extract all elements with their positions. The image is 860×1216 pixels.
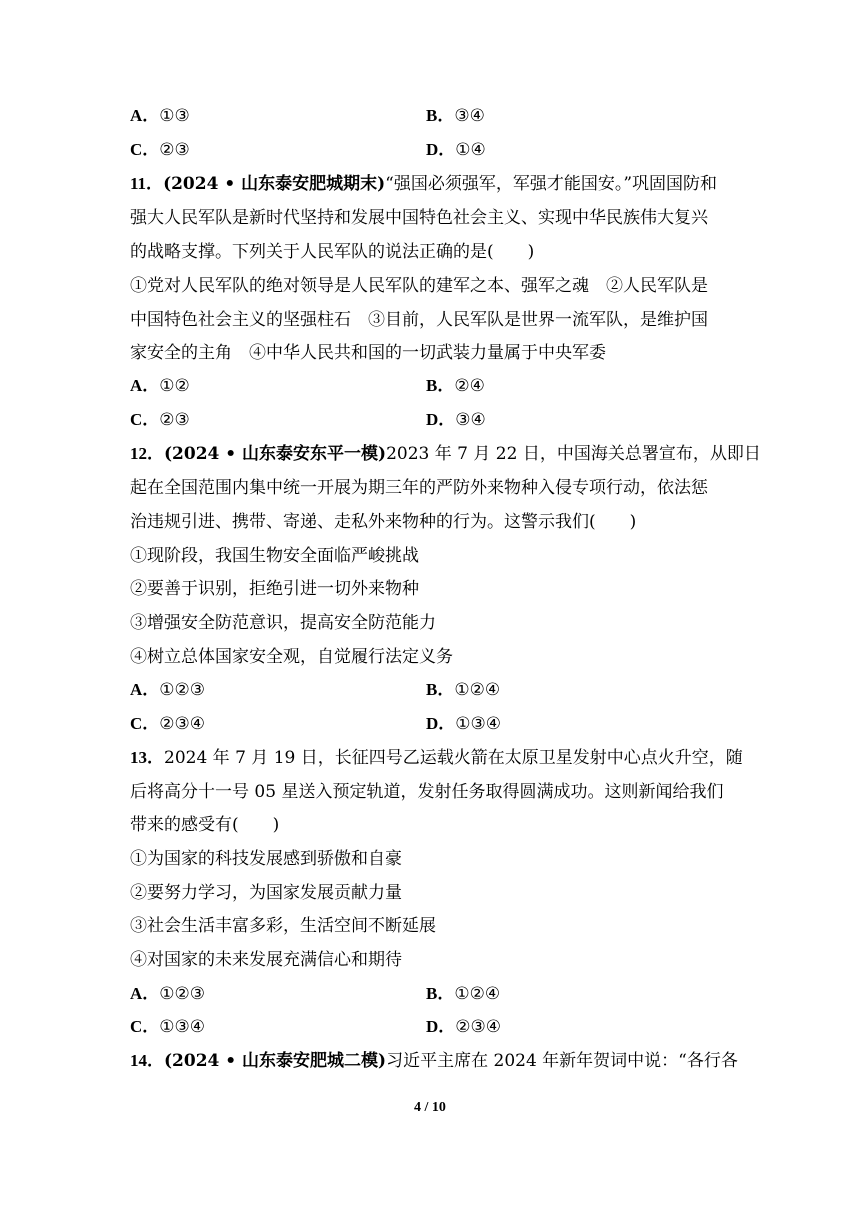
q13-item-1: ①为国家的科技发展感到骄傲和自豪 xyxy=(130,849,402,869)
option-text: ③④ xyxy=(455,410,486,430)
q11-stem-line-2: 强大人民军队是新时代坚持和发展中国特色社会主义、实现中华民族伟大复兴 xyxy=(130,208,708,228)
q14-stem-line-1 xyxy=(130,1050,740,1072)
q12-stem-line-1 xyxy=(130,443,761,465)
option-text: ①② xyxy=(159,376,190,396)
q12-item-1: ①现阶段，我国生物安全面临严峻挑战 xyxy=(130,546,419,566)
q10-option-c[interactable] xyxy=(130,139,190,161)
option-letter: D． xyxy=(426,1017,456,1036)
q11-option-a[interactable] xyxy=(130,375,190,397)
option-letter: A． xyxy=(130,376,160,395)
option-letter: C． xyxy=(130,1017,160,1036)
q11-options-row-2 xyxy=(130,409,740,431)
option-text: ①②③ xyxy=(159,984,206,1004)
option-letter: B． xyxy=(426,680,455,699)
option-text: ①②④ xyxy=(454,680,501,700)
question-text: “强国必须强军，军强才能国安。”巩固国防和 xyxy=(385,174,718,194)
q12-option-d[interactable] xyxy=(426,713,501,735)
q12-option-c[interactable] xyxy=(130,713,205,735)
option-text: ②③ xyxy=(159,140,190,160)
option-letter: C． xyxy=(130,140,160,159)
option-text: ①④ xyxy=(455,140,486,160)
question-number: 11． xyxy=(130,174,164,193)
q10-option-d[interactable] xyxy=(426,139,486,161)
q13-item-3: ③社会生活丰富多彩，生活空间不断延展 xyxy=(130,916,436,936)
q11-statement-line-3: 家安全的主角 ④中华人民共和国的一切武装力量属于中央军委 xyxy=(130,343,606,363)
question-source: (2024 • 山东泰安肥城二模) xyxy=(164,1051,387,1071)
option-text: ②③④ xyxy=(455,1017,502,1037)
option-text: ①③ xyxy=(159,106,190,126)
page-number: 4 / 10 xyxy=(414,1100,446,1115)
option-letter: B． xyxy=(426,106,455,125)
option-letter: B． xyxy=(426,984,455,1003)
q10-options-row-2 xyxy=(130,139,740,161)
q10-option-a[interactable] xyxy=(130,105,190,127)
q13-option-a[interactable] xyxy=(130,983,205,1005)
q13-option-d[interactable] xyxy=(426,1016,501,1038)
q12-stem-line-2: 起在全国范围内集中统一开展为期三年的严防外来物种入侵专项行动，依法惩 xyxy=(130,478,708,498)
q13-options-row-2 xyxy=(130,1016,740,1038)
q13-option-c[interactable] xyxy=(130,1016,205,1038)
option-text: ①②③ xyxy=(159,680,206,700)
option-letter: A． xyxy=(130,106,160,125)
question-text: 习近平主席在 2024 年新年贺词中说：“各行各 xyxy=(386,1051,738,1071)
option-letter: B． xyxy=(426,376,455,395)
option-text: ②③④ xyxy=(159,714,206,734)
q12-item-2: ②要善于识别，拒绝引进一切外来物种 xyxy=(130,579,419,599)
q13-options-row-1 xyxy=(130,983,740,1005)
q11-option-d[interactable] xyxy=(426,409,486,431)
q11-stem-line-1 xyxy=(130,173,740,195)
q11-option-b[interactable] xyxy=(426,375,485,397)
q12-stem-line-3: 治违规引进、携带、寄递、走私外来物种的行为。这警示我们( ) xyxy=(130,512,637,532)
q13-option-b[interactable] xyxy=(426,983,500,1005)
option-letter: D． xyxy=(426,714,456,733)
q12-options-row-2 xyxy=(130,713,740,735)
q11-option-c[interactable] xyxy=(130,409,190,431)
q11-statement-line-1: ①党对人民军队的绝对领导是人民军队的建军之本、强军之魂 ②人民军队是 xyxy=(130,276,708,296)
q11-statement-line-2: 中国特色社会主义的坚强柱石 ③目前，人民军队是世界一流军队，是维护国 xyxy=(130,310,708,330)
option-letter: C． xyxy=(130,410,160,429)
option-letter: D． xyxy=(426,140,456,159)
question-text: 2023 年 7 月 22 日，中国海关总署宣布，从即日 xyxy=(386,444,761,464)
q13-stem-line-3: 带来的感受有( ) xyxy=(130,815,280,835)
q13-stem-line-1 xyxy=(130,747,743,769)
q10-option-b[interactable] xyxy=(426,105,485,127)
question-number: 13． xyxy=(130,748,164,767)
question-number: 12． xyxy=(130,444,164,463)
option-letter: C． xyxy=(130,714,160,733)
option-text: ③④ xyxy=(454,106,485,126)
q13-item-4: ④对国家的未来发展充满信心和期待 xyxy=(130,950,402,970)
option-text: ②③ xyxy=(159,410,190,430)
question-text: 2024 年 7 月 19 日，长征四号乙运载火箭在太原卫星发射中心点火升空，随 xyxy=(164,748,743,768)
q12-option-b[interactable] xyxy=(426,679,500,701)
q13-stem-line-2: 后将高分十一号 05 星送入预定轨道，发射任务取得圆满成功。这则新闻给我们 xyxy=(130,782,724,802)
option-text: ①③④ xyxy=(159,1017,206,1037)
option-letter: A． xyxy=(130,680,160,699)
q12-item-3: ③增强安全防范意识，提高安全防范能力 xyxy=(130,613,436,633)
question-source: (2024 • 山东泰安东平一模) xyxy=(164,444,387,464)
q13-item-2: ②要努力学习，为国家发展贡献力量 xyxy=(130,883,402,903)
question-number: 14． xyxy=(130,1051,164,1070)
option-text: ②④ xyxy=(454,376,485,396)
question-source: (2024 • 山东泰安肥城期末) xyxy=(163,174,386,194)
option-text: ①③④ xyxy=(455,714,502,734)
option-text: ①②④ xyxy=(454,984,501,1004)
q12-item-4: ④树立总体国家安全观，自觉履行法定义务 xyxy=(130,647,453,667)
q11-stem-line-3: 的战略支撑。下列关于人民军队的说法正确的是( ) xyxy=(130,242,535,262)
q11-options-row-1 xyxy=(130,375,740,397)
option-letter: D． xyxy=(426,410,456,429)
q10-options-row-1 xyxy=(130,105,740,127)
q12-option-a[interactable] xyxy=(130,679,205,701)
option-letter: A． xyxy=(130,984,160,1003)
q12-options-row-1 xyxy=(130,679,740,701)
